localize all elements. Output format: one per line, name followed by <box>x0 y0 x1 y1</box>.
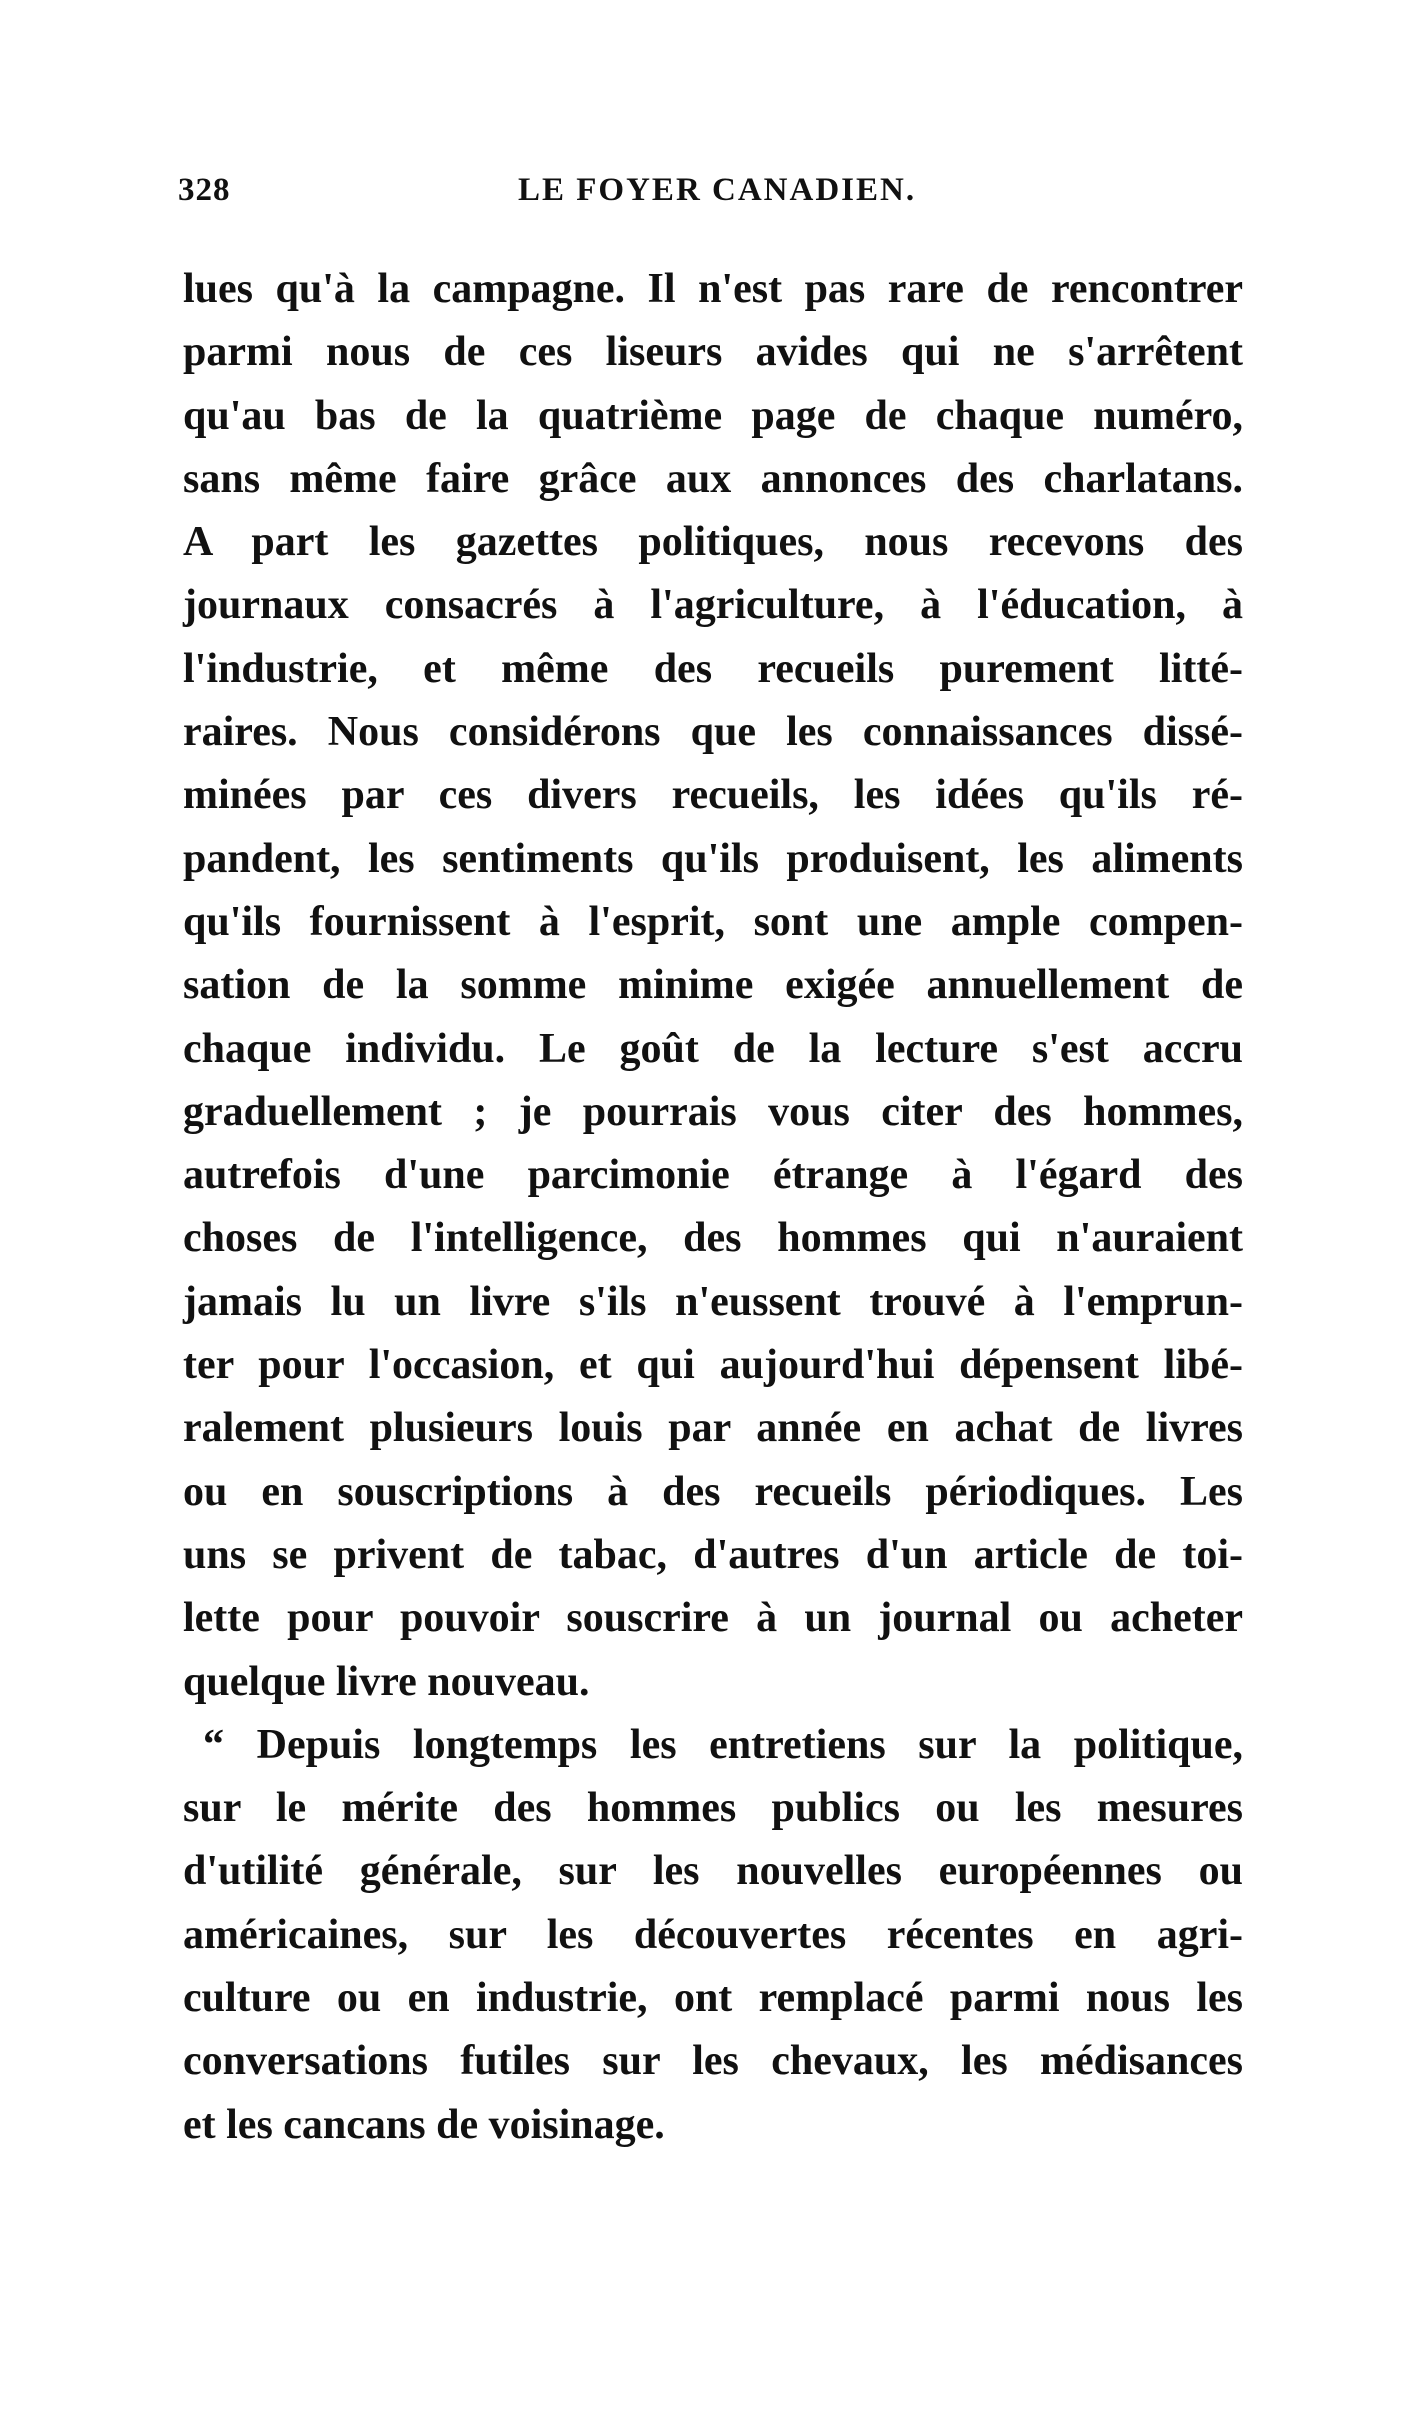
text-line: ou en souscriptions à des recueils périodiques. Les <box>183 1468 1243 1515</box>
body-text <box>183 258 1243 2157</box>
text-line: uns se privent de tabac, d'autres d'un article de toi- <box>183 1531 1243 1578</box>
text-line: journaux consacrés à l'agriculture, à l'éducation, à <box>183 582 1243 629</box>
text-line: ralement plusieurs louis par année en achat de livres <box>183 1405 1243 1452</box>
text-line: chaque individu. Le goût de la lecture s'est accru <box>183 1025 1243 1072</box>
text-line: graduellement ; je pourrais vous citer des hommes, <box>183 1088 1243 1135</box>
text-line: A part les gazettes politiques, nous recevons des <box>183 519 1243 566</box>
text-line: sation de la somme minime exigée annuellement de <box>183 962 1243 1009</box>
text-line: choses de l'intelligence, des hommes qui n'auraient <box>183 1215 1243 1262</box>
text-line: pandent, les sentiments qu'ils produisent, les aliments <box>183 835 1243 882</box>
text-line: ter pour l'occasion, et qui aujourd'hui dépensent libé- <box>183 1342 1243 1389</box>
text-line: américaines, sur les découvertes récentes en agri- <box>183 1911 1243 1958</box>
text-line: l'industrie, et même des recueils purement litté- <box>183 645 1243 692</box>
text-line: sur le mérite des hommes publics ou les mesures <box>183 1785 1243 1832</box>
text-line: raires. Nous considérons que les connaissances dissé- <box>183 709 1243 756</box>
running-title: LE FOYER CANADIEN. <box>518 172 917 208</box>
paragraph-2 <box>183 1714 1243 2157</box>
text-line: minées par ces divers recueils, les idées qu'ils ré- <box>183 772 1243 819</box>
text-line: jamais lu un livre s'ils n'eussent trouvé à l'emprun- <box>183 1278 1243 1325</box>
page-number: 328 <box>178 172 231 208</box>
text-line: lues qu'à la campagne. Il n'est pas rare de rencontrer <box>183 266 1243 312</box>
text-line: conversations futiles sur les chevaux, les médisances <box>183 2038 1243 2085</box>
text-line: quelque livre nouveau. <box>183 1658 590 1705</box>
text-line: qu'au bas de la quatrième page de chaque numéro, <box>183 392 1243 439</box>
text-line: parmi nous de ces liseurs avides qui ne s'arrêtent <box>183 329 1243 376</box>
text-line: culture ou en industrie, ont remplacé parmi nous les <box>183 1975 1243 2022</box>
text-line: et les cancans de voisinage. <box>183 2101 665 2148</box>
text-line: qu'ils fournissent à l'esprit, sont une ample compen- <box>183 898 1243 945</box>
paragraph-1 <box>183 258 1243 1714</box>
text-line: lette pour pouvoir souscrire à un journal ou acheter <box>183 1595 1243 1642</box>
running-head <box>178 172 1228 222</box>
text-line: d'utilité générale, sur les nouvelles européennes ou <box>183 1848 1243 1895</box>
text-line: autrefois d'une parcimonie étrange à l'égard des <box>183 1152 1243 1199</box>
text-line: “ Depuis longtemps les entretiens sur la politique, <box>203 1721 1243 1768</box>
text-line: sans même faire grâce aux annonces des charlatans. <box>183 455 1243 502</box>
